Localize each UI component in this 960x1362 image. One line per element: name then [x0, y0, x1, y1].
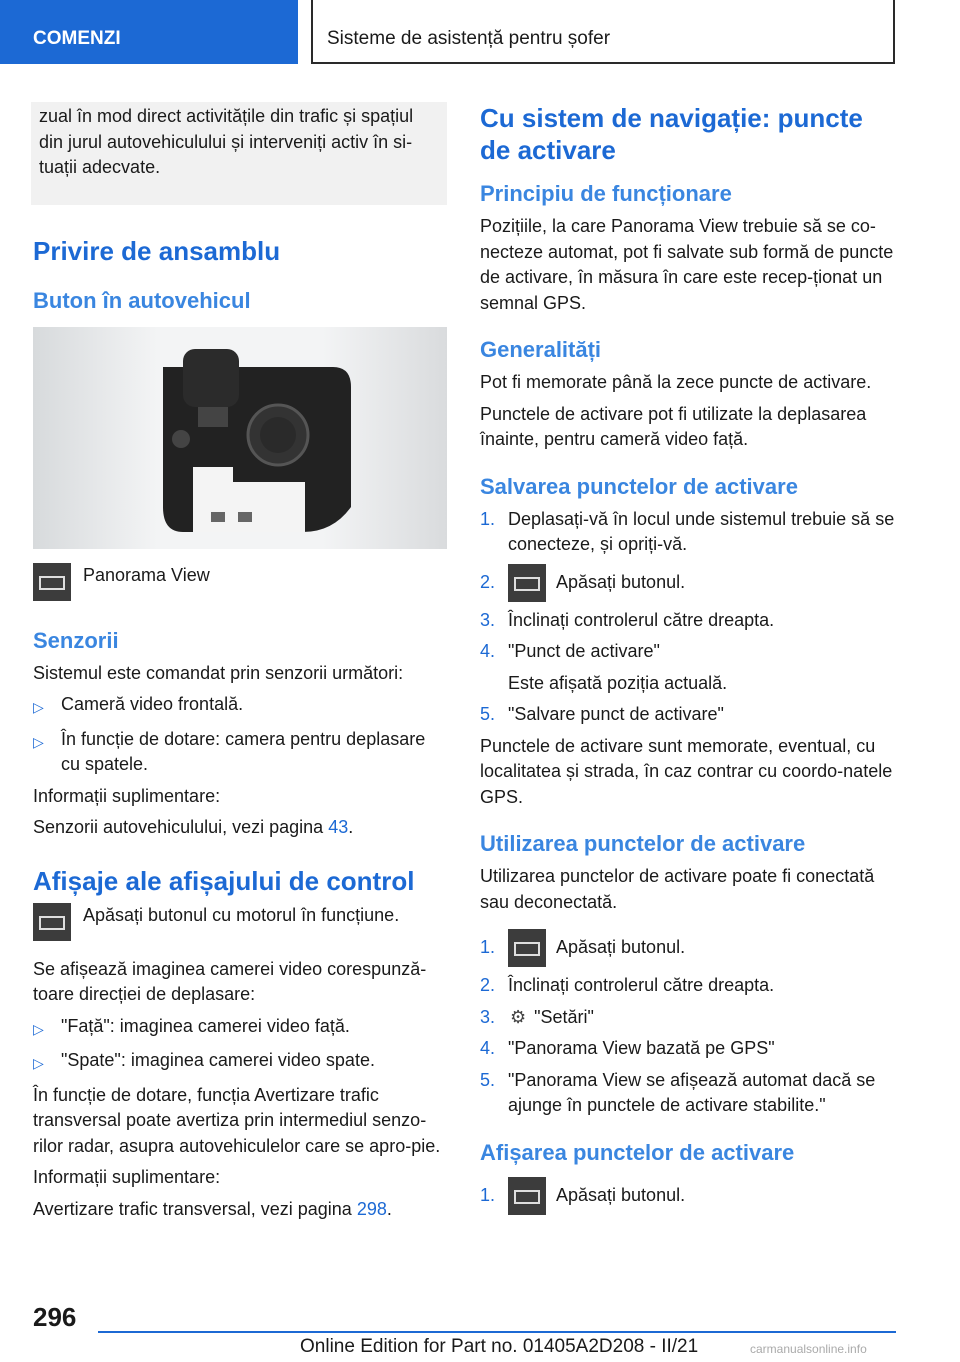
- panorama-camera-icon: [508, 564, 546, 602]
- list-item: 2. Apăsați butonul.: [480, 564, 900, 602]
- sensors-reference: Senzorii autovehiculului, vezi pagina 43.: [33, 817, 354, 837]
- panorama-camera-icon: [33, 903, 71, 941]
- triangle-bullet-icon: ▷: [33, 1055, 44, 1071]
- step-subtext: Este afișată poziția actuală.: [508, 672, 728, 693]
- edition-info: Online Edition for Part no. 01405A2D208 - II/21: [300, 1336, 699, 1357]
- triangle-bullet-icon: ▷: [33, 1020, 44, 1037]
- displays-action-row: Apăsați butonul cu motorul în funcțiune.: [33, 903, 447, 941]
- section-tab: COMENZI: [0, 0, 298, 64]
- heading-button: Buton în autovehicul: [33, 287, 251, 313]
- list-item: 4. "Panorama View bazată pe GPS": [480, 1038, 775, 1058]
- list-item: 1. Deplasați-vă în locul unde sistemul trebuie să se conecteze, și opriți-vă.: [480, 508, 895, 554]
- left-column: [33, 102, 447, 1228]
- panorama-camera-icon: [33, 563, 71, 601]
- console-photo: [33, 327, 447, 549]
- panorama-view-button-row: [33, 563, 447, 601]
- list-item: 1. Apăsați butonul.: [480, 929, 900, 967]
- list-item: 3. Înclinați controlerul către dreapta.: [480, 609, 775, 630]
- footer-divider: [98, 1331, 896, 1333]
- list-item: 3. ⚙ "Setări": [480, 1005, 900, 1031]
- watermark: carmanualsonline.info: [750, 1342, 867, 1356]
- heading-nav-points: Cu sistem de navigație: puncte de activare: [480, 103, 863, 165]
- panorama-camera-icon: [508, 929, 546, 967]
- triangle-bullet-icon: ▷: [33, 699, 44, 715]
- page-link[interactable]: 298: [356, 1198, 387, 1219]
- panorama-camera-icon: [508, 1177, 546, 1215]
- list-item: 2. Înclinați controlerul către dreapta.: [480, 975, 775, 995]
- info-label: Informații suplimentare:: [33, 785, 221, 806]
- note-box: zual în mod direct activitățile din trafic și spațiul din jurul autovehiculului și interveniți activ în si-tuații adecvate.: [31, 102, 447, 205]
- page-number: 296: [33, 1302, 77, 1332]
- list-item: 5. "Salvare punct de activare": [480, 704, 724, 724]
- sensors-intro: Sistemul este comandat prin senzorii următori:: [33, 662, 404, 683]
- list-item: 5. "Panorama View se afișează automat dacă se ajunge în punctele de activare stabilite.": [480, 1069, 876, 1115]
- displays-text: Se afișează imaginea camerei video corespunză-toare direcției de deplasare:: [33, 958, 427, 1004]
- info-label: Informații suplimentare:: [33, 1167, 221, 1187]
- page-link[interactable]: 43: [328, 817, 349, 837]
- chapter-title: Sisteme de asistență pentru șofer: [311, 0, 895, 64]
- save-after-text: Punctele de activare sunt memorate, eventual, cu localitatea și strada, în caz contrar cu coordo-natele GPS.: [480, 735, 893, 807]
- list-item: ▷ Cameră video frontală.: [33, 692, 447, 721]
- heading-principle: Principiu de funcționare: [480, 181, 732, 206]
- heading-use: Utilizarea punctelor de activare: [480, 831, 806, 856]
- list-item: 1. Apăsați butonul.: [480, 1177, 900, 1215]
- heading-save: Salvarea punctelor de activare: [480, 473, 798, 499]
- cross-traffic-reference: Avertizare trafic transversal, vezi pagina 298.: [33, 1198, 392, 1219]
- list-item: ▷ "Față": imaginea camerei video față.: [33, 1014, 447, 1043]
- heading-displays: Afișaje ale afișajului de control: [33, 865, 415, 896]
- triangle-bullet-icon: ▷: [33, 733, 44, 750]
- general-text-2: Punctele de activare pot fi utilizate la deplasarea înainte, pentru cameră video față.: [480, 403, 867, 449]
- right-column: [480, 102, 900, 1221]
- heading-show: Afișarea punctelor de activare: [480, 1139, 795, 1165]
- list-item: 4. "Punct de activare": [480, 641, 660, 661]
- principle-text: Pozițiile, la care Panorama View trebuie să se co-necteze automat, pot fi salvate sub formă de puncte de activare, în măsura în care este recep-ționat un semnal GPS.: [480, 216, 894, 313]
- gear-console-illustration: [33, 327, 447, 549]
- general-text-1: Pot fi memorate până la zece puncte de activare.: [480, 372, 872, 392]
- list-item: ▷ "Spate": imaginea camerei video spate.: [33, 1048, 447, 1077]
- heading-general: Generalități: [480, 337, 602, 362]
- list-item: ▷ În funcție de dotare: camera pentru deplasare cu spatele.: [33, 727, 447, 778]
- panorama-view-label: Panorama View: [83, 564, 210, 585]
- heading-sensors: Senzorii: [33, 627, 119, 653]
- heading-overview: Privire de ansamblu: [33, 235, 281, 266]
- use-text: Utilizarea punctelor de activare poate fi conectată sau deconectată.: [480, 866, 875, 912]
- gear-icon: ⚙: [510, 1006, 527, 1027]
- cross-traffic-text: În funcție de dotare, funcția Avertizare trafic transversal poate avertiza prin intermediul senzo-rilor radar, asupra autovehiculelor care se apro-pie.: [33, 1084, 441, 1156]
